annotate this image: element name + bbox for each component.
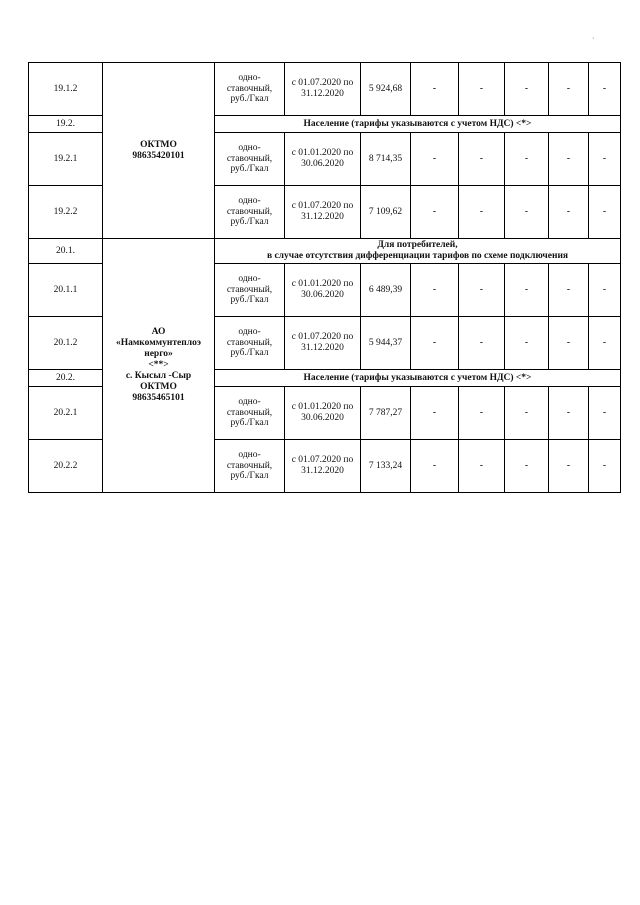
- tariff-period: с 01.07.2020 по 31.12.2020: [285, 317, 361, 370]
- empty-cell: -: [589, 264, 621, 317]
- row-number: 20.2.2: [29, 440, 103, 493]
- empty-cell: -: [411, 317, 459, 370]
- row-number: 19.2.1: [29, 133, 103, 186]
- tariff-period: с 01.01.2020 по 30.06.2020: [285, 133, 361, 186]
- empty-cell: -: [411, 63, 459, 116]
- tariff-period: с 01.01.2020 по 30.06.2020: [285, 264, 361, 317]
- empty-cell: -: [459, 387, 505, 440]
- row-number: 19.2.: [29, 116, 103, 133]
- tariff-unit: одно-ставочный, руб./Гкал: [215, 317, 285, 370]
- empty-cell: -: [505, 387, 549, 440]
- empty-cell: -: [459, 264, 505, 317]
- row-number: 20.1.2: [29, 317, 103, 370]
- oktmo-label: ОКТМО: [140, 381, 177, 392]
- org-name: «Намкоммунтеплоэ нерго»: [115, 338, 202, 360]
- tariff-value: 5 924,68: [361, 63, 411, 116]
- empty-cell: -: [549, 264, 589, 317]
- oktmo-code: 98635465101: [132, 392, 185, 403]
- table-row: [29, 239, 621, 264]
- tariff-unit: одно-ставочный, руб./Гкал: [215, 440, 285, 493]
- empty-cell: -: [589, 317, 621, 370]
- empty-cell: -: [459, 186, 505, 239]
- row-number: 20.1.1: [29, 264, 103, 317]
- oktmo-label: ОКТМО: [140, 139, 177, 150]
- empty-cell: -: [505, 63, 549, 116]
- empty-cell: -: [459, 133, 505, 186]
- tariff-period: с 01.07.2020 по 31.12.2020: [285, 440, 361, 493]
- empty-cell: -: [589, 186, 621, 239]
- tariff-period: с 01.07.2020 по 31.12.2020: [285, 186, 361, 239]
- empty-cell: -: [505, 264, 549, 317]
- caption-line: Для потребителей,: [377, 240, 458, 251]
- empty-cell: -: [549, 133, 589, 186]
- tariff-table: [28, 62, 621, 493]
- empty-cell: -: [459, 440, 505, 493]
- section-caption: [215, 239, 621, 264]
- row-number: 20.2.1: [29, 387, 103, 440]
- empty-cell: -: [589, 440, 621, 493]
- org-locality: с. Кысыл -Сыр: [125, 370, 192, 381]
- tariff-unit: одно-ставочный, руб./Гкал: [215, 264, 285, 317]
- caption-line: в случае отсутствия дифференциации тарифов по схеме подключения: [266, 251, 569, 261]
- tariff-unit: одно-ставочный, руб./Гкал: [215, 63, 285, 116]
- empty-cell: -: [549, 387, 589, 440]
- empty-cell: -: [411, 186, 459, 239]
- tariff-value: 8 714,35: [361, 133, 411, 186]
- empty-cell: -: [589, 387, 621, 440]
- org-type: АО: [151, 327, 166, 338]
- empty-cell: -: [505, 440, 549, 493]
- empty-cell: -: [549, 186, 589, 239]
- tariff-value: 5 944,37: [361, 317, 411, 370]
- empty-cell: -: [505, 133, 549, 186]
- tariff-unit: одно-ставочный, руб./Гкал: [215, 133, 285, 186]
- tariff-value: 6 489,39: [361, 264, 411, 317]
- organization-cell: [103, 63, 215, 239]
- empty-cell: -: [505, 317, 549, 370]
- row-number: 19.1.2: [29, 63, 103, 116]
- empty-cell: -: [411, 133, 459, 186]
- empty-cell: -: [589, 63, 621, 116]
- page-mark: ·: [592, 34, 595, 43]
- row-number: 20.2.: [29, 370, 103, 387]
- tariff-value: 7 109,62: [361, 186, 411, 239]
- empty-cell: -: [549, 317, 589, 370]
- empty-cell: -: [411, 387, 459, 440]
- row-number: 20.1.: [29, 239, 103, 264]
- empty-cell: -: [589, 133, 621, 186]
- tariff-period: с 01.01.2020 по 30.06.2020: [285, 387, 361, 440]
- tariff-period: с 01.07.2020 по 31.12.2020: [285, 63, 361, 116]
- empty-cell: -: [549, 63, 589, 116]
- empty-cell: -: [411, 440, 459, 493]
- oktmo-code: 98635420101: [132, 150, 185, 161]
- org-footnote: <**>: [148, 360, 169, 371]
- empty-cell: -: [459, 317, 505, 370]
- section-caption: Население (тарифы указываются с учетом НДС) <*>: [215, 370, 621, 387]
- tariff-unit: одно-ставочный, руб./Гкал: [215, 186, 285, 239]
- empty-cell: -: [505, 186, 549, 239]
- row-number: 19.2.2: [29, 186, 103, 239]
- tariff-value: 7 133,24: [361, 440, 411, 493]
- empty-cell: -: [549, 440, 589, 493]
- empty-cell: -: [459, 63, 505, 116]
- tariff-value: 7 787,27: [361, 387, 411, 440]
- tariff-unit: одно-ставочный, руб./Гкал: [215, 387, 285, 440]
- section-caption: Население (тарифы указываются с учетом НДС) <*>: [215, 116, 621, 133]
- organization-cell: [103, 239, 215, 493]
- table-row: [29, 63, 621, 116]
- empty-cell: -: [411, 264, 459, 317]
